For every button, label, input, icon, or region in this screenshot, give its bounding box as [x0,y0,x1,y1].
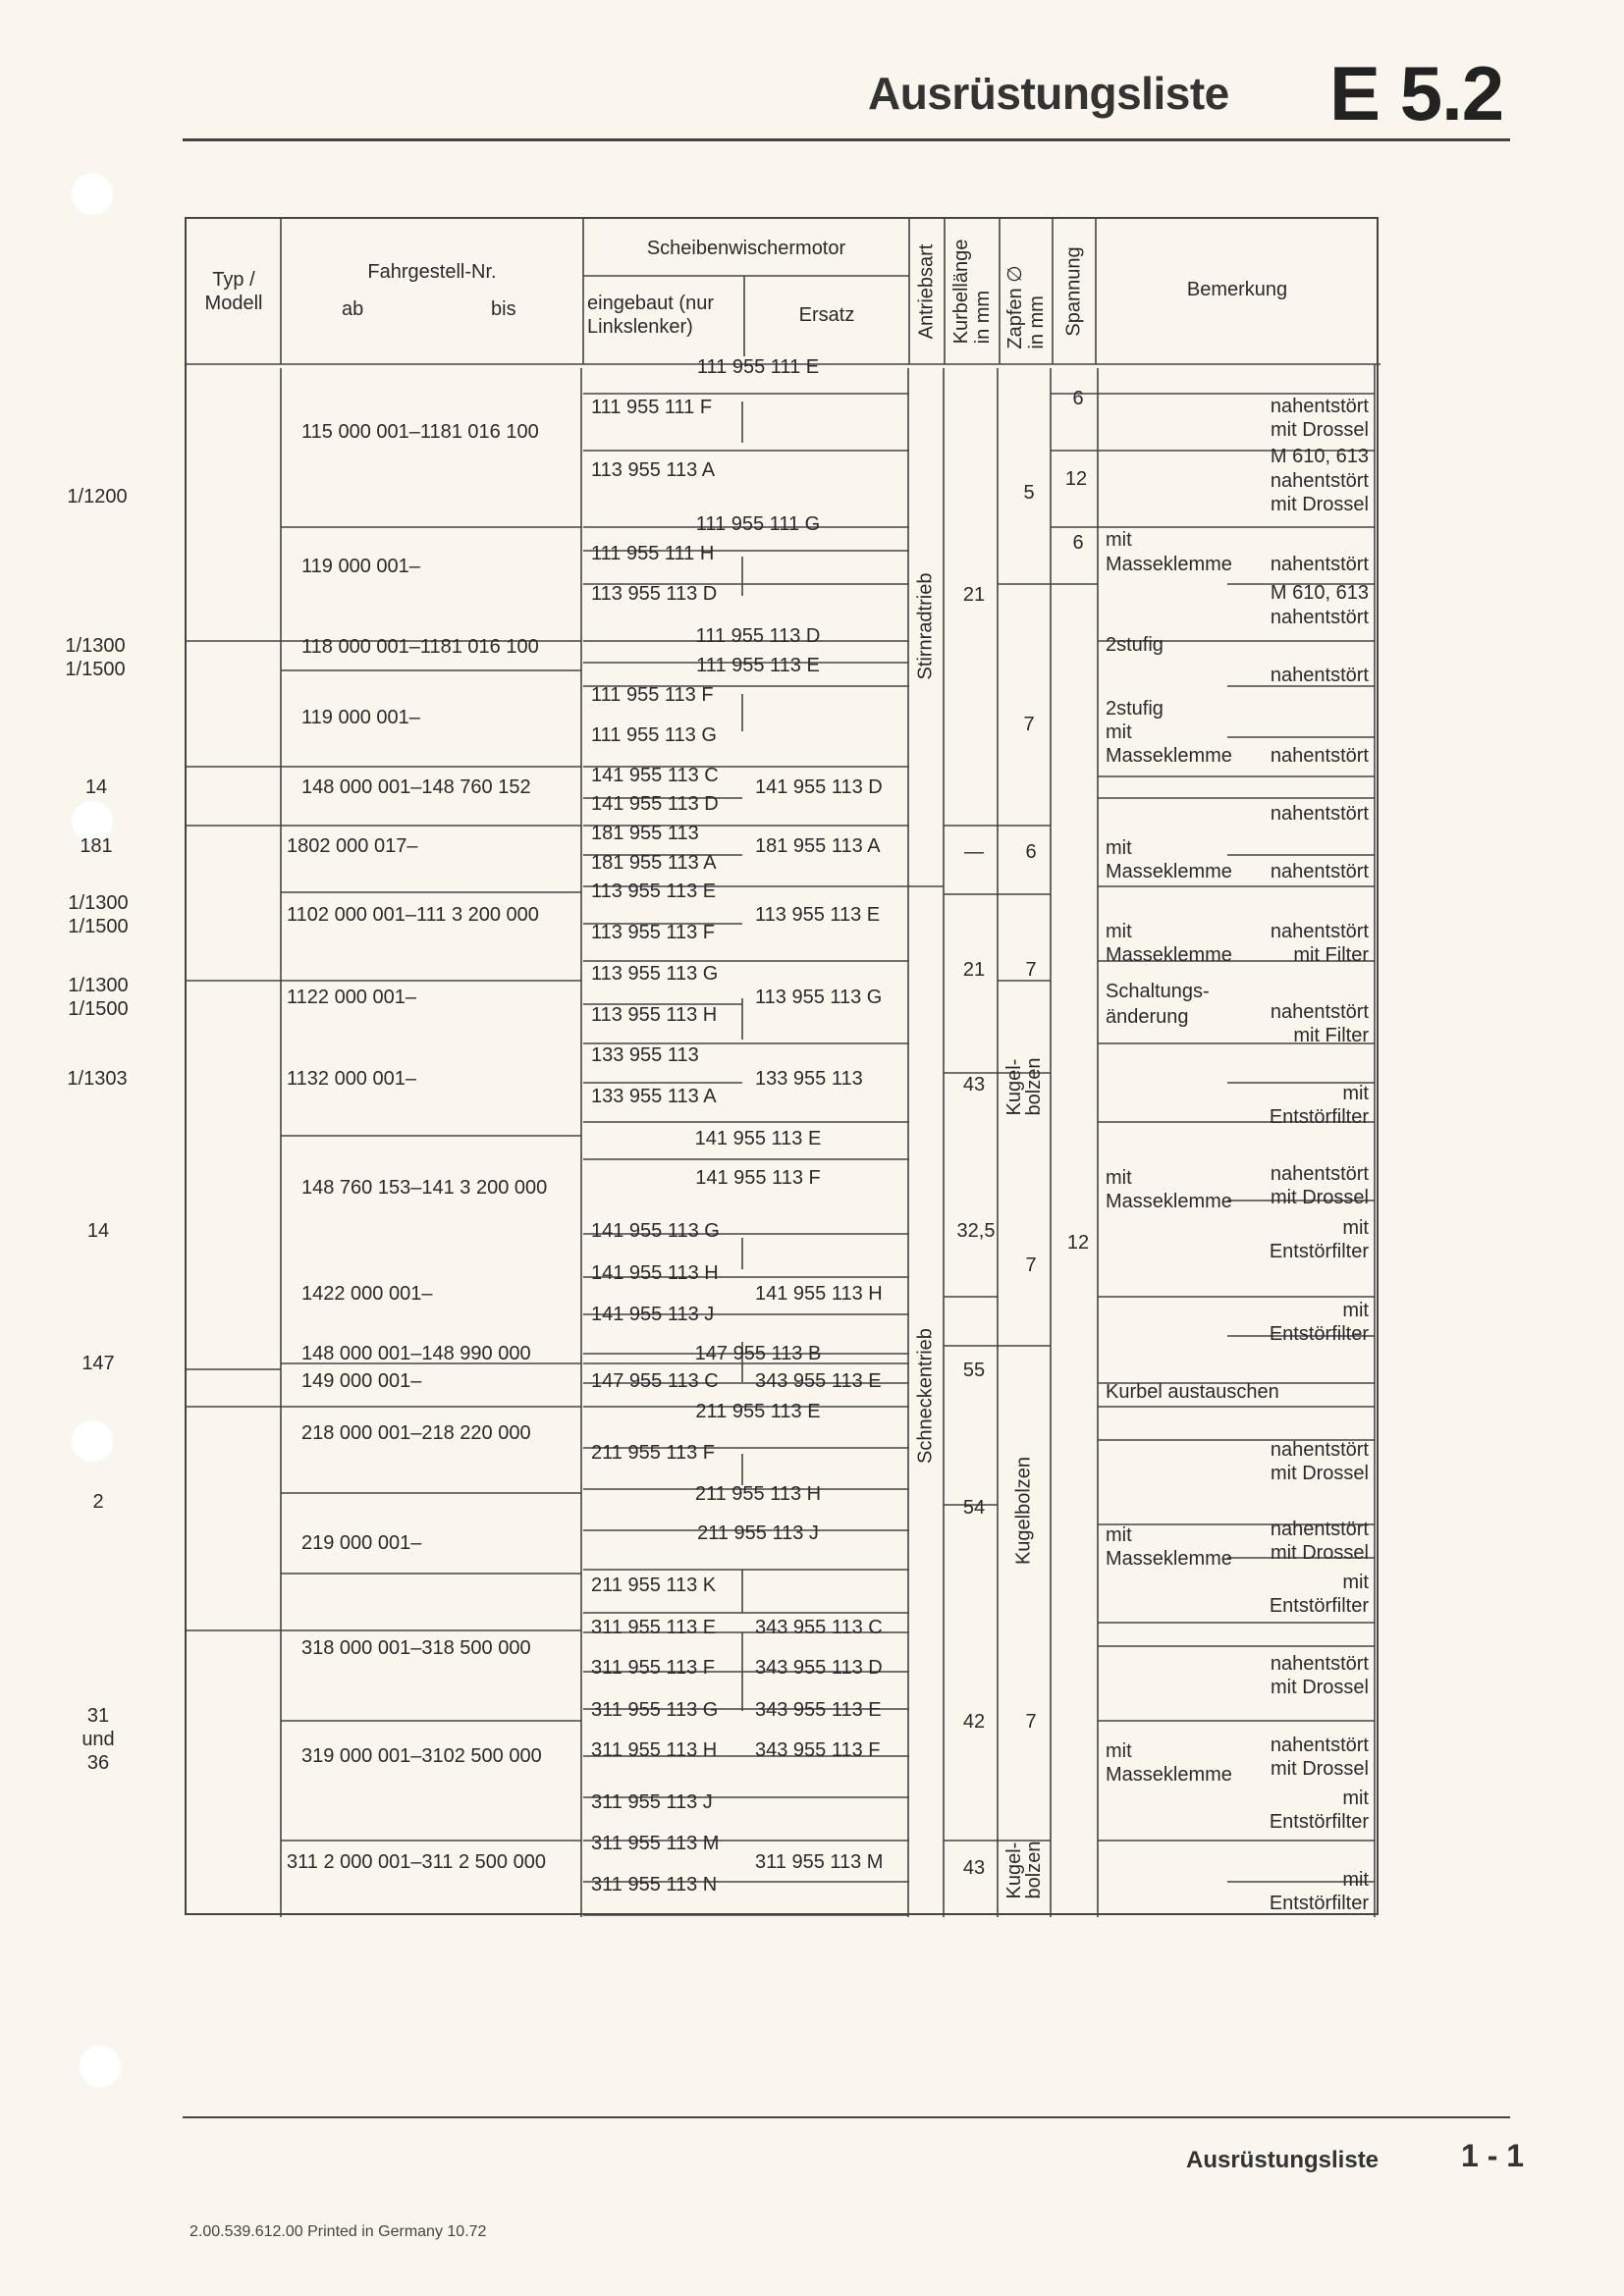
col-fahrgestell: Fahrgestell-Nr. [367,261,497,283]
table-cell: mit [1342,1217,1369,1239]
table-cell: Masseklemme [1106,1764,1232,1786]
group-schneckentrieb: Schneckentrieb [914,1328,937,1464]
table-cell: Entstörfilter [1269,1811,1369,1833]
col-zapfen: Zapfen ∅ in mm [1004,265,1048,349]
table-cell: 111 955 113 G [591,724,717,746]
group-kugelbolzen: Kugel- bolzen [1003,1057,1045,1116]
table-cell: — [964,841,984,863]
table-cell: 311 955 113 J [591,1791,713,1813]
table-cell: Masseklemme [1106,1548,1232,1570]
table-cell: mit [1342,1788,1369,1809]
table-cell: 148 000 001–148 990 000 [301,1343,531,1364]
table-cell: 111 955 113 F [591,684,714,706]
table-cell: 211 955 113 E [695,1401,821,1422]
table-cell: 118 000 001–1181 016 100 [301,636,539,658]
table-cell: nahentstört [1270,745,1369,767]
table-cell: 311 955 113 E [591,1617,717,1638]
table-cell: 12 [1066,1232,1090,1254]
table-cell: 181 955 113 [591,823,699,844]
table-cell: 21 [962,959,986,981]
table-cell: 311 2 000 001–311 2 500 000 [287,1851,546,1873]
table-cell: 141 955 113 E [694,1128,822,1149]
table-cell: 219 000 001– [301,1532,422,1554]
table-cell: 55 [962,1360,986,1381]
table-cell: 218 000 001–218 220 000 [301,1422,531,1444]
table-cell: 14 [86,1220,110,1242]
table-cell: 5 [1023,482,1035,504]
table-cell: nahentstört [1270,554,1369,575]
table-cell: 115 000 001–1181 016 100 [301,421,539,443]
table-cell: 111 955 111 E [696,356,820,378]
table-cell: 311 955 113 G [591,1699,719,1721]
table-cell: 141 955 113 H [591,1262,719,1284]
table-cell: 147 955 113 C [591,1370,719,1392]
table-cell: 31 und 36 [81,1705,115,1774]
table-cell: 111 955 111 G [695,513,821,535]
col-ersatz: Ersatz [798,304,855,326]
table-cell: M 610, 613 [1270,446,1369,467]
header-rule [183,138,1510,141]
col-kurbellaenge: Kurbellänge in mm [950,239,994,345]
table-cell: mit Filter [1293,1025,1369,1046]
table-cell: nahentstört [1270,1163,1369,1185]
table-cell: mit [1106,1740,1132,1762]
table-cell: 149 000 001– [301,1370,422,1392]
table-cell: Entstörfilter [1269,1595,1369,1617]
table-cell: nahentstört [1270,665,1369,686]
table-cell: 181 [80,835,113,857]
table-cell: 113 955 113 A [591,459,716,481]
table-cell: 113 955 113 F [591,922,716,943]
table-cell: 2stufig [1106,634,1164,656]
table-cell: 43 [962,1074,986,1095]
table-cell: 211 955 113 F [591,1442,716,1464]
table-cell: nahentstört [1270,1735,1369,1756]
table-cell: 1/1300 1/1500 [68,975,129,1020]
table-cell: 147 955 113 B [694,1343,822,1364]
table-cell: Masseklemme [1106,861,1232,882]
table-cell: nahentstört [1270,607,1369,628]
table-cell: mit Drossel [1270,494,1369,515]
table-cell: nahentstört [1270,861,1369,882]
table-cell: mit [1342,1572,1369,1593]
table-cell: 311 955 113 M [591,1833,720,1854]
table-cell: nahentstört [1270,803,1369,825]
col-eingebaut: eingebaut (nur Linkslenker) [587,293,714,338]
table-cell: 141 955 113 D [591,793,719,815]
table-cell: 113 955 113 G [591,963,719,985]
table-cell: 133 955 113 [755,1068,863,1090]
table-cell: 111 955 113 E [696,655,820,676]
table-cell: Entstörfilter [1269,1106,1369,1128]
table-cell: 1/1200 [67,486,128,507]
table-cell: 111 955 111 H [591,543,715,564]
table-cell: nahentstört [1270,1519,1369,1540]
table-cell: 113 955 113 E [755,904,881,926]
table-cell: 141 955 113 C [591,765,719,786]
table-cell: mit [1106,921,1132,942]
table-cell: 21 [962,584,986,606]
table-cell: Masseklemme [1106,944,1232,966]
table-cell: mit Drossel [1270,1677,1369,1698]
table-cell: 6 [1025,841,1037,863]
table-cell: Masseklemme [1106,1191,1232,1212]
page-number: 1 - 1 [1461,2138,1525,2173]
punch-hole [71,173,114,216]
table-cell: 147 [81,1353,115,1374]
table-cell: 113 955 113 H [591,1004,718,1026]
table-cell: 113 955 113 E [591,881,717,902]
col-antriebsart: Antriebsart [915,243,938,340]
col-bis: bis [491,298,516,320]
table-cell: Entstörfilter [1269,1241,1369,1262]
table-cell: 343 955 113 E [755,1370,882,1392]
table-cell: nahentstört [1270,921,1369,942]
table-cell: 43 [962,1857,986,1879]
table-cell: 311 955 113 M [755,1851,884,1873]
table-cell: 1422 000 001– [301,1283,433,1305]
table-cell: 1102 000 001–111 3 200 000 [287,904,539,926]
table-cell: 141 955 113 D [755,776,883,798]
table-cell: 1/1300 1/1500 [68,892,129,937]
table-cell: 211 955 113 K [591,1575,717,1596]
table-cell: M 610, 613 [1270,582,1369,604]
col-spannung: Spannung [1062,246,1085,337]
table-cell: 318 000 001–318 500 000 [301,1637,531,1659]
table-cell: 119 000 001– [301,556,420,577]
equipment-table [65,217,1379,1915]
table-cell: nahentstört [1270,1653,1369,1675]
table-cell: mit [1106,1524,1132,1546]
table-cell: 148 000 001–148 760 152 [301,776,531,798]
table-cell: 1132 000 001– [287,1068,416,1090]
punch-hole [79,2045,122,2088]
table-cell: mit [1342,1300,1369,1321]
table-cell: 181 955 113 A [755,835,881,857]
table-cell: mit [1106,529,1132,551]
col-bemerkung: Bemerkung [1186,279,1288,300]
table-cell: 141 955 113 J [591,1304,715,1325]
table-cell: Schaltungs- [1106,981,1210,1002]
table-cell: 319 000 001–3102 500 000 [301,1745,542,1767]
table-cell: 311 955 113 H [591,1739,718,1761]
table-cell: 343 955 113 C [755,1617,883,1638]
table-cell: mit [1106,837,1132,859]
table-cell: 32,5 [956,1220,996,1242]
table-cell: mit Drossel [1270,1187,1369,1208]
table-cell: 7 [1025,959,1037,981]
col-scheibenwischermotor: Scheibenwischermotor [646,238,846,259]
table-cell: mit Filter [1293,944,1369,966]
table-cell: mit Drossel [1270,1463,1369,1484]
table-cell: 111 955 113 D [695,625,821,647]
table-cell: 133 955 113 A [591,1086,717,1107]
table-cell: 113 955 113 G [755,987,883,1008]
group-stirnradtrieb: Stirnradtrieb [914,572,937,680]
table-cell: 141 955 113 H [755,1283,883,1305]
table-cell: 1122 000 001– [287,987,416,1008]
table-cell: 2stufig [1106,698,1164,720]
group-kugelbolzen: Kugel- bolzen [1003,1841,1045,1899]
table-cell: mit Drossel [1270,1758,1369,1780]
table-cell: 7 [1023,714,1035,735]
table-cell: 14 [84,776,108,798]
table-cell: 133 955 113 [591,1044,699,1066]
table-cell: 141 955 113 G [591,1220,720,1242]
table-cell: 343 955 113 D [755,1657,883,1679]
table-cell: Masseklemme [1106,554,1232,575]
table-cell: 1/1300 1/1500 [65,635,126,680]
table-cell: 6 [1072,388,1084,409]
table-cell: nahentstört [1270,470,1369,492]
table-cell: 54 [962,1497,986,1519]
table-cell: nahentstört [1270,396,1369,417]
table-cell: mit Drossel [1270,419,1369,441]
table-cell: 111 955 111 F [591,397,713,418]
table-cell: 343 955 113 F [755,1739,881,1761]
print-note: 2.00.539.612.00 Printed in Germany 10.72 [189,2223,487,2240]
table-cell: Kurbel austauschen [1106,1381,1279,1403]
table-cell: mit [1342,1869,1369,1891]
table-cell: Masseklemme [1106,745,1232,767]
table-cell: 1802 000 017– [287,835,418,857]
table-cell: 119 000 001– [301,707,420,728]
table-cell: 7 [1025,1255,1037,1276]
table-cell: Entstörfilter [1269,1893,1369,1914]
table-cell: änderung [1106,1006,1189,1028]
table-cell: nahentstört [1270,1439,1369,1461]
table-cell: 1/1303 [67,1068,128,1090]
punch-hole [71,1419,114,1463]
table-cell: mit [1106,1167,1132,1189]
table-cell: 343 955 113 E [755,1699,882,1721]
table-cell: mit Drossel [1270,1542,1369,1564]
col-ab: ab [342,298,364,320]
section-code: E 5.2 [1329,50,1504,136]
table-cell: 12 [1064,468,1088,490]
table-cell: 211 955 113 H [694,1483,822,1505]
table-cell: 113 955 113 D [591,583,718,605]
table-cell: 42 [962,1711,986,1733]
footer-rule [183,2116,1510,2118]
footer-title: Ausrüstungsliste [1186,2147,1380,2173]
table-cell: 2 [92,1491,104,1513]
col-typ: Typ / Modell [204,269,263,314]
table-cell: 181 955 113 A [591,852,717,874]
table-cell: nahentstört [1270,1001,1369,1023]
table-cell: 211 955 113 J [697,1522,819,1544]
table-cell: mit [1342,1083,1369,1104]
table-cell: 141 955 113 F [695,1167,821,1189]
group-kugelbolzen: Kugelbolzen [1012,1456,1035,1566]
table-cell: 148 760 153–141 3 200 000 [301,1177,548,1199]
table-cell: 6 [1072,532,1084,554]
table-cell: 311 955 113 N [591,1874,718,1896]
table-cell: Entstörfilter [1269,1323,1369,1345]
table-cell: 311 955 113 F [591,1657,716,1679]
page-title: Ausrüstungsliste [868,68,1229,119]
table-cell: 7 [1025,1711,1037,1733]
table-cell: mit [1106,721,1132,743]
